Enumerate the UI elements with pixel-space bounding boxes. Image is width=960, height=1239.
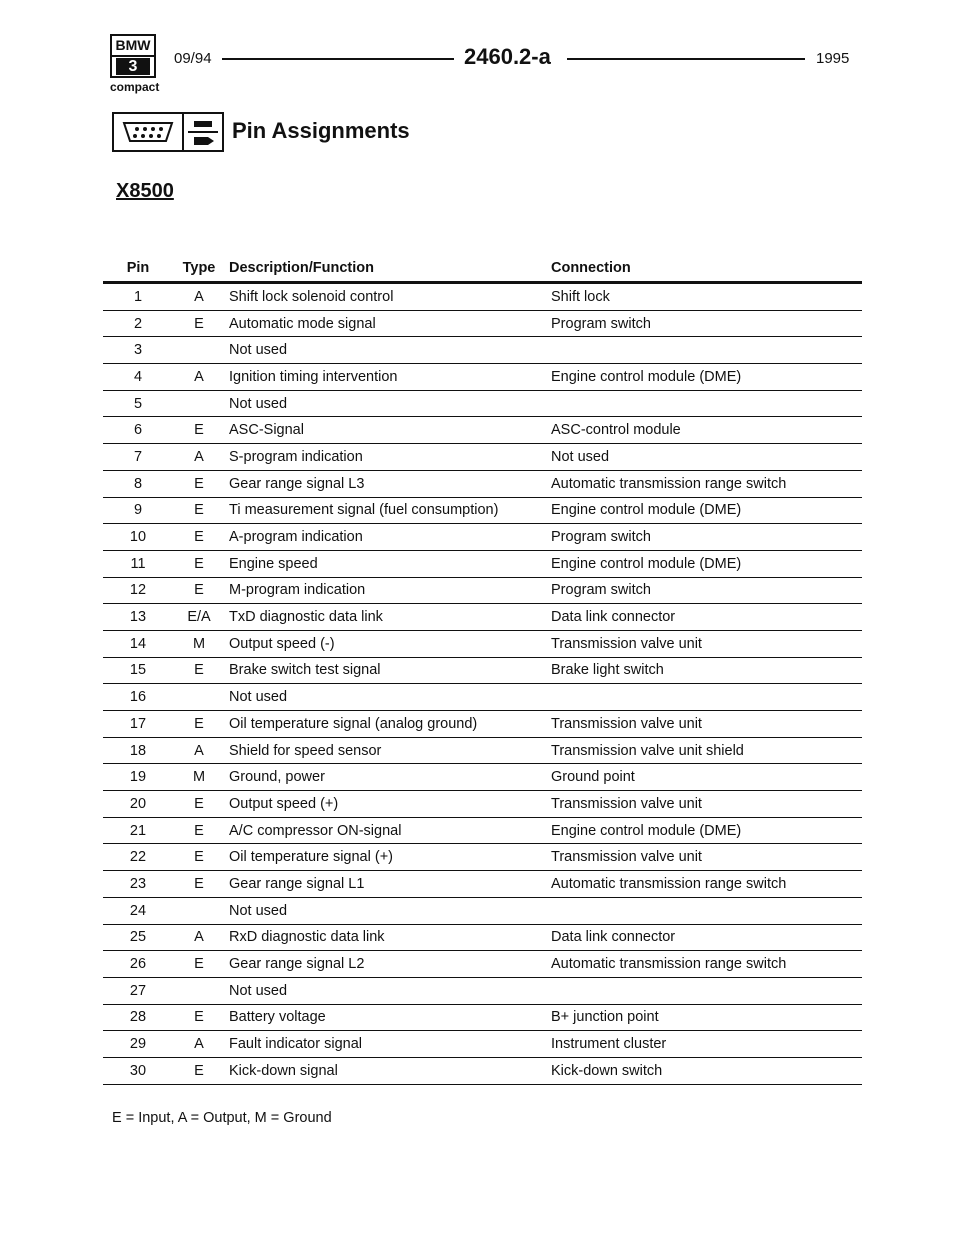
connection-cell: Ground point [551,764,862,791]
description-cell: ASC-Signal [225,417,551,444]
type-cell: A [173,364,225,391]
table-row [103,764,862,791]
pin-cell: 28 [103,1004,173,1031]
table-row [103,550,862,577]
type-cell: E [173,417,225,444]
pin-cell: 27 [103,977,173,1004]
pin-cell: 24 [103,897,173,924]
pin-cell: 22 [103,844,173,871]
pin-cell: 7 [103,444,173,471]
description-cell: Oil temperature signal (+) [225,844,551,871]
connection-cell: Data link connector [551,924,862,951]
page-title: Pin Assignments [232,118,410,143]
description-cell: Not used [225,977,551,1004]
description-cell: Not used [225,897,551,924]
column-header-type: Type [173,254,225,283]
description-cell: A/C compressor ON-signal [225,817,551,844]
pin-cell: 14 [103,630,173,657]
type-cell: E [173,844,225,871]
connection-cell: Automatic transmission range switch [551,871,862,898]
description-cell: Fault indicator signal [225,1031,551,1058]
pin-cell: 4 [103,364,173,391]
connector-shape-icon [121,120,175,144]
table-row [103,684,862,711]
type-cell: E [173,310,225,337]
column-header-pin: Pin [103,254,173,283]
table-row [103,604,862,631]
description-cell: Kick-down signal [225,1057,551,1084]
connection-cell: Program switch [551,310,862,337]
pin-cell: 18 [103,737,173,764]
type-cell [173,897,225,924]
table-row [103,337,862,364]
pin-cell: 11 [103,550,173,577]
pin-cell: 5 [103,390,173,417]
connection-cell: Transmission valve unit [551,630,862,657]
table-row [103,630,862,657]
description-cell: A-program indication [225,524,551,551]
table-row [103,283,862,311]
description-cell: Shield for speed sensor [225,737,551,764]
description-cell: S-program indication [225,444,551,471]
description-cell: Gear range signal L2 [225,951,551,978]
table-row [103,364,862,391]
pin-cell: 30 [103,1057,173,1084]
description-cell: Oil temperature signal (analog ground) [225,711,551,738]
pin-cell: 13 [103,604,173,631]
table-row [103,791,862,818]
connection-cell [551,337,862,364]
connection-cell: Automatic transmission range switch [551,951,862,978]
description-cell: Output speed (-) [225,630,551,657]
type-cell: E [173,951,225,978]
description-cell: Gear range signal L1 [225,871,551,898]
pin-cell: 1 [103,283,173,311]
connection-cell: Transmission valve unit [551,844,862,871]
type-cell [173,337,225,364]
type-cell: E [173,871,225,898]
table-row [103,390,862,417]
connection-cell: Shift lock [551,283,862,311]
description-cell: Output speed (+) [225,791,551,818]
pin-cell: 20 [103,791,173,818]
table-row [103,524,862,551]
header-rule-right [567,58,805,60]
connection-cell: Engine control module (DME) [551,364,862,391]
description-cell: TxD diagnostic data link [225,604,551,631]
connection-cell: Instrument cluster [551,1031,862,1058]
header-date: 09/94 [174,50,212,67]
type-cell: E [173,524,225,551]
type-cell: M [173,630,225,657]
type-cell: A [173,1031,225,1058]
type-cell: A [173,283,225,311]
pin-cell: 17 [103,711,173,738]
pin-socket-icon [188,117,218,147]
description-cell: Not used [225,684,551,711]
type-cell: E [173,791,225,818]
type-cell: A [173,737,225,764]
header-rule-left [222,58,454,60]
table-row [103,817,862,844]
pin-cell: 2 [103,310,173,337]
table-row [103,657,862,684]
logo-subtitle: compact [110,80,160,94]
connection-cell: ASC-control module [551,417,862,444]
type-cell: E [173,577,225,604]
connection-cell [551,390,862,417]
type-legend: E = Input, A = Output, M = Ground [112,1110,332,1126]
connection-cell: Program switch [551,524,862,551]
type-cell: E [173,497,225,524]
logo-series: 3 [116,58,150,75]
description-cell: RxD diagnostic data link [225,924,551,951]
table-row [103,924,862,951]
description-cell: Not used [225,337,551,364]
description-cell: Ignition timing intervention [225,364,551,391]
connection-cell: Automatic transmission range switch [551,470,862,497]
connection-cell: Transmission valve unit [551,791,862,818]
type-cell: E [173,711,225,738]
type-cell [173,684,225,711]
table-row [103,844,862,871]
type-cell [173,390,225,417]
connection-cell: Brake light switch [551,657,862,684]
pin-cell: 29 [103,1031,173,1058]
type-cell: E [173,1057,225,1084]
pin-cell: 19 [103,764,173,791]
type-cell: E/A [173,604,225,631]
type-cell: E [173,470,225,497]
connection-cell [551,977,862,1004]
description-cell: Gear range signal L3 [225,470,551,497]
pin-cell: 15 [103,657,173,684]
connection-cell: Engine control module (DME) [551,497,862,524]
type-cell: A [173,444,225,471]
pin-assignment-table [103,254,862,1085]
type-cell: E [173,657,225,684]
connection-cell: Transmission valve unit shield [551,737,862,764]
connection-cell: Transmission valve unit [551,711,862,738]
description-cell: Ground, power [225,764,551,791]
logo-brand: BMW [112,36,154,57]
column-header-connection: Connection [551,254,862,283]
title-icons [112,112,224,154]
page-header [0,0,960,100]
description-cell: Automatic mode signal [225,310,551,337]
column-header-description: Description/Function [225,254,551,283]
table-row [103,711,862,738]
description-cell: Ti measurement signal (fuel consumption) [225,497,551,524]
pin-cell: 25 [103,924,173,951]
pin-cell: 16 [103,684,173,711]
connection-cell: B+ junction point [551,1004,862,1031]
type-cell: E [173,1004,225,1031]
table-row [103,417,862,444]
table-row [103,310,862,337]
table-row [103,977,862,1004]
pin-cell: 8 [103,470,173,497]
type-cell [173,977,225,1004]
connection-cell: Engine control module (DME) [551,817,862,844]
type-cell: E [173,550,225,577]
table-row [103,871,862,898]
table-row [103,1031,862,1058]
table-row [103,577,862,604]
pin-cell: 21 [103,817,173,844]
table-row [103,444,862,471]
connection-cell: Engine control module (DME) [551,550,862,577]
table-row [103,737,862,764]
table-row [103,951,862,978]
pin-cell: 10 [103,524,173,551]
description-cell: M-program indication [225,577,551,604]
pin-cell: 23 [103,871,173,898]
pin-icon [184,112,224,152]
pin-cell: 12 [103,577,173,604]
table-header-row [103,254,862,283]
header-year: 1995 [816,50,850,67]
connection-cell [551,684,862,711]
connector-id: X8500 [116,180,174,202]
connection-cell: Kick-down switch [551,1057,862,1084]
type-cell: M [173,764,225,791]
bmw-3-logo [110,34,156,78]
connection-cell: Data link connector [551,604,862,631]
description-cell: Shift lock solenoid control [225,283,551,311]
pin-cell: 9 [103,497,173,524]
description-cell: Not used [225,390,551,417]
connection-cell: Program switch [551,577,862,604]
table-row [103,497,862,524]
description-cell: Brake switch test signal [225,657,551,684]
table-row [103,470,862,497]
table-row [103,1057,862,1084]
description-cell: Engine speed [225,550,551,577]
table-row [103,1004,862,1031]
pin-cell: 3 [103,337,173,364]
document-code: 2460.2-a [464,44,551,69]
table-row [103,897,862,924]
connector-icon [112,112,184,152]
connection-cell: Not used [551,444,862,471]
type-cell: E [173,817,225,844]
pin-cell: 6 [103,417,173,444]
description-cell: Battery voltage [225,1004,551,1031]
type-cell: A [173,924,225,951]
pin-cell: 26 [103,951,173,978]
connection-cell [551,897,862,924]
